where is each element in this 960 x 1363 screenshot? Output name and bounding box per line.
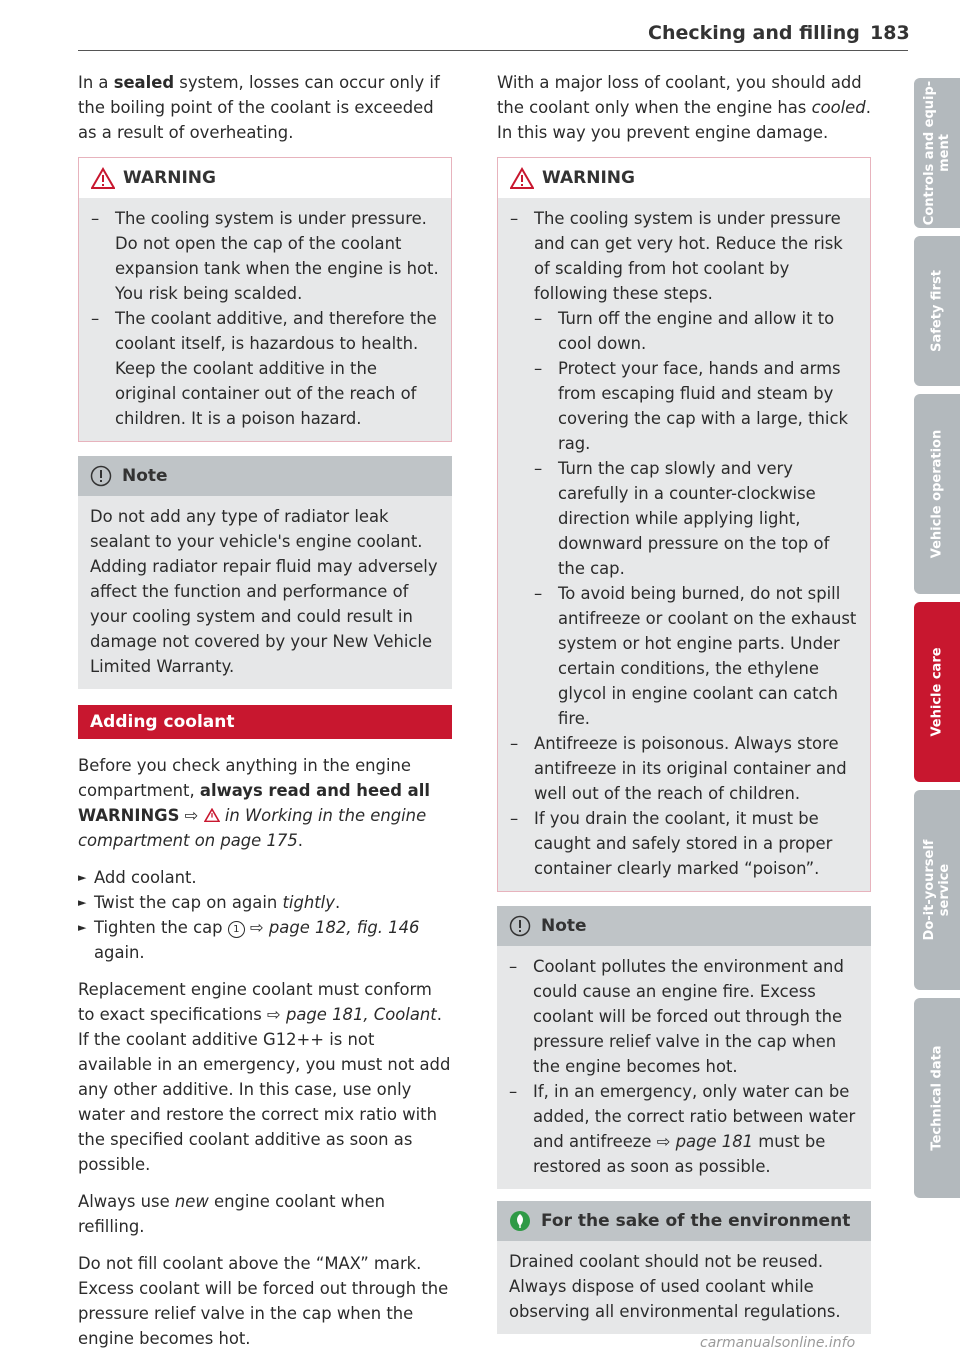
text: must be restored as soon as possible.	[533, 1132, 826, 1176]
step-item	[78, 915, 452, 965]
list-item	[510, 206, 858, 731]
note-info-icon	[90, 465, 112, 487]
right-column	[497, 70, 871, 1346]
page-link[interactable]: in Working in the engine compartment on page 175	[78, 806, 427, 850]
note-header	[497, 906, 871, 946]
always-paragraph	[78, 1189, 452, 1239]
text: tightly	[282, 893, 335, 912]
page-link[interactable]: page 182, fig. 146	[268, 918, 420, 937]
text: If, in an emergency, only water can be added, the correct ratio between water and antifreeze	[533, 1082, 856, 1151]
text: In a	[78, 73, 114, 92]
text: . If the coolant additive G12++ is not available in an emergency, you must not add any other additive. In this case, use only water and restore the correct mix ratio with the specified coolant additive as soon as possible.	[78, 1005, 451, 1174]
sub-list-item: – Turn off the engine and allow it to cool down.	[534, 306, 858, 356]
sub-list-item: – To avoid being burned, do not spill antifreeze or coolant on the exhaust system or hot engine parts. Under certain conditions, the ethylene glycol in engine coolant can catch fire.	[534, 581, 858, 731]
step-item	[78, 890, 452, 915]
sub-list-item: – Turn the cap slowly and very carefully in a counter-clockwise direction while applying light, downward pressure on the top of the cap.	[534, 456, 858, 581]
environment-text: Drained coolant should not be reused. Always dispose of used coolant while observing all environmental regulations.	[509, 1252, 841, 1321]
warning-triangle-icon	[91, 167, 115, 189]
tab-label	[922, 840, 952, 941]
left-column	[78, 70, 452, 1363]
text: new	[174, 1192, 209, 1211]
arrow-ref: ⇨	[656, 1132, 676, 1151]
arrow-ref: ⇨	[266, 1005, 286, 1024]
environment-header	[497, 1201, 871, 1241]
note-info-icon	[509, 915, 531, 937]
list-item: – If you drain the coolant, it must be caught and safely stored in a proper container clearly marked “poison”.	[510, 806, 858, 881]
page-number: 183	[870, 22, 910, 44]
text: . In this way you prevent engine damage.	[497, 98, 871, 142]
page-link[interactable]: page 181, Coolant	[285, 1005, 437, 1024]
list-item: – The cooling system is under pressure. Do not open the cap of the coolant expansion tank when the engine is hot. You risk being scalded.	[91, 206, 439, 306]
tab-vehicle-operation[interactable]	[914, 394, 960, 594]
warning-body	[498, 198, 870, 891]
tab-safety-first[interactable]	[914, 236, 960, 386]
note-header	[78, 456, 452, 496]
tab-label: Technical data	[929, 1045, 945, 1151]
warning-header	[498, 158, 870, 198]
sub-list-item: – Protect your face, hands and arms from escaping fluid and steam by covering the cap with a large, thick rag.	[534, 356, 858, 456]
header-rule	[78, 50, 908, 51]
warning-title: WARNING	[123, 168, 216, 188]
before-paragraph	[78, 753, 452, 853]
note-title: Note	[122, 466, 168, 486]
replacement-paragraph	[78, 977, 452, 1177]
note-box	[78, 456, 452, 689]
warning-box	[497, 157, 871, 892]
max-paragraph: Do not fill coolant above the “MAX” mark. Excess coolant will be forced out through the pressure relief valve in the cap when the engine becomes hot.	[78, 1254, 449, 1348]
tab-technical-data[interactable]	[914, 998, 960, 1198]
tab-label: Safety first	[929, 270, 945, 352]
tab-label	[922, 81, 952, 225]
intro-paragraph	[497, 70, 871, 145]
text: ment	[937, 134, 952, 172]
text: service	[937, 863, 952, 917]
warning-header	[79, 158, 451, 198]
text: system, losses can occur only if the boiling point of the coolant is exceeded as a result of overheating.	[78, 73, 440, 142]
list-item: – The coolant additive, and therefore the coolant itself, is hazardous to health. Keep the coolant additive in the original container out of the reach of children. It is a poison hazard.	[91, 306, 439, 431]
environment-title: For the sake of the environment	[541, 1211, 851, 1231]
environment-box	[497, 1201, 871, 1334]
intro-paragraph	[78, 70, 452, 145]
list-item: – Antifreeze is poisonous. Always store antifreeze in its original container and well out of the reach of children.	[510, 731, 858, 806]
section-heading: Adding coolant	[78, 705, 452, 739]
text: Do-it-yourself	[922, 839, 937, 941]
tab-label: Vehicle operation	[929, 429, 945, 559]
arrow-ref: ⇨	[179, 806, 204, 825]
warning-triangle-icon	[510, 167, 534, 189]
text: Always use	[78, 1192, 175, 1211]
warning-triangle-icon	[204, 808, 220, 822]
warning-box	[78, 157, 452, 442]
text: Tighten the cap	[94, 918, 228, 937]
text: The cooling system is under pressure and can get very hot. Reduce the risk of scalding from hot coolant by following these steps.	[534, 209, 843, 303]
tab-controls-and-equipment[interactable]	[914, 78, 960, 228]
arrow-ref: ⇨	[244, 918, 269, 937]
text: always read and heed all WARNINGS	[78, 781, 430, 825]
text: sealed	[113, 73, 175, 92]
list-item: – Coolant pollutes the environment and could cause an engine fire. Excess coolant will be forced out through the pressure relief valve in the cap when the engine becomes hot.	[509, 954, 859, 1079]
text: With a major loss of coolant, you should add the coolant only when the engine has	[497, 73, 862, 117]
watermark: carmanualsonline.info	[700, 1335, 856, 1351]
steps-list	[78, 865, 452, 965]
note-body	[497, 946, 871, 1189]
step-item: ► Add coolant.	[78, 865, 452, 890]
text: Controls and equip-	[922, 80, 937, 226]
tab-do-it-yourself-service[interactable]	[914, 790, 960, 990]
list-item	[509, 1079, 859, 1179]
tab-label: Vehicle care	[929, 647, 945, 737]
callout-number: 1	[228, 921, 245, 938]
text: .	[334, 893, 341, 912]
text: Replacement engine coolant must conform to exact specifications	[78, 980, 432, 1024]
environment-icon	[509, 1210, 531, 1232]
environment-body	[497, 1241, 871, 1334]
text: .	[297, 831, 303, 850]
tab-vehicle-care[interactable]	[914, 602, 960, 782]
text: Twist the cap on again	[94, 893, 283, 912]
header-section-title: Checking and filling	[648, 22, 860, 44]
text: again.	[94, 943, 145, 962]
page-link[interactable]: page 181	[675, 1132, 754, 1151]
text: cooled	[811, 98, 866, 117]
text: Before you check anything in the engine compartment,	[78, 756, 411, 800]
warning-body	[79, 198, 451, 441]
warning-title: WARNING	[542, 168, 635, 188]
note-box	[497, 906, 871, 1189]
text: engine coolant when refilling.	[78, 1192, 386, 1236]
note-text: Do not add any type of radiator leak sealant to your vehicle's engine coolant. Adding radiator repair fluid may adversely affect the function and performance of your cooling system and could result in damage not covered by your New Vehicle Limited Warranty.	[90, 507, 438, 676]
note-body	[78, 496, 452, 689]
note-title: Note	[541, 916, 587, 936]
